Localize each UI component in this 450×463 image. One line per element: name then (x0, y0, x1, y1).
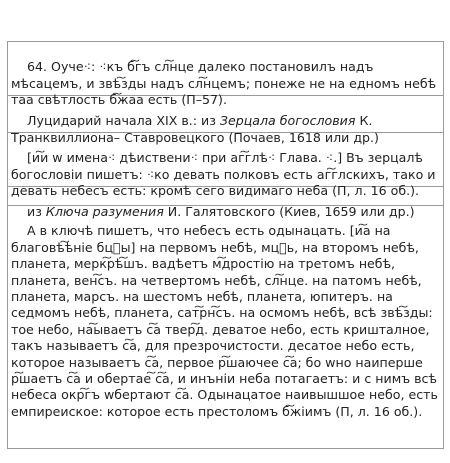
source-title: Зерцала богословия (219, 113, 356, 129)
text-table (7, 41, 444, 449)
row-text-pre: из (27, 204, 46, 220)
row-text-post: И. Галятовского (Киев, 1659 или др.) (163, 204, 415, 220)
row-text-pre: Луцидарий начала XIX в.: из (27, 113, 220, 129)
table-row (8, 42, 443, 108)
row-text-post: К. Транквиллиона– Ставровецкого (Почаев, 1618 или др.) (11, 113, 379, 145)
table-row (8, 206, 443, 448)
row-text: 64. Оуче⁖: ⁖къ б͠гъ сл͠нце далеко постановилъ надъ мѣсацемъ, и звѣ͠зды надъ сл͠нцемъ; понеже не на едномъ небѣ таа свѣтлость б͠жаа есть (П–57). (11, 59, 441, 108)
source-title: Ключа разумения (45, 204, 164, 220)
row-text: А в ключѣ пишетъ, что небесъ есть одынацать. [и͠а на благовѣ͠ѣніе бцⷣы] на первомъ небѣ, мцⷣь, на второмъ небѣ, планета, мерк͠рѣ͠шъ. вадѣетъ м͠дростію на третомъ небѣ, планета, вен͠съ. на четвертомъ небѣ, сл͠нце. на патомъ небѣ, планета, марсъ. на шестомъ небѣ, планета, юпитеръ. на седмомъ небѣ, планета, сат͠рн͠съ. на осмомъ небѣ, всѣ звѣ͠зды: тое небо, на͠ываетъ с͠а твер͠д. деватое небо, есть кришталное, такъ называетъ с͠а, для презрочистости. десатое небо есть, которое называетъ с͠а, первое р͠шаючее с͠а; бо wно наиперше р͠шаетъ с͠а и обертае͠ с͠а, и инъніи неба потагаетъ: и с нимъ всѣ небеса окр͠гъ wбертают с͠а. Одынацатое наивышшое небо, есть емпиреиское: которое есть престоломъ б͠жіимъ (П, л. 16 об.). (11, 223, 442, 419)
row-text: [и͠и w имена⁖ дѣиствени⁖ при аг͠глѣ⁖ Глава. ⁖.] Въ зерцалѣ богословіи пишетъ: ⁖ко девать полковъ есть аг͠глскихъ, тако и девать небесъ есть: кромѣ сего видимаго неба (П, л. 16 об.). (11, 150, 440, 199)
